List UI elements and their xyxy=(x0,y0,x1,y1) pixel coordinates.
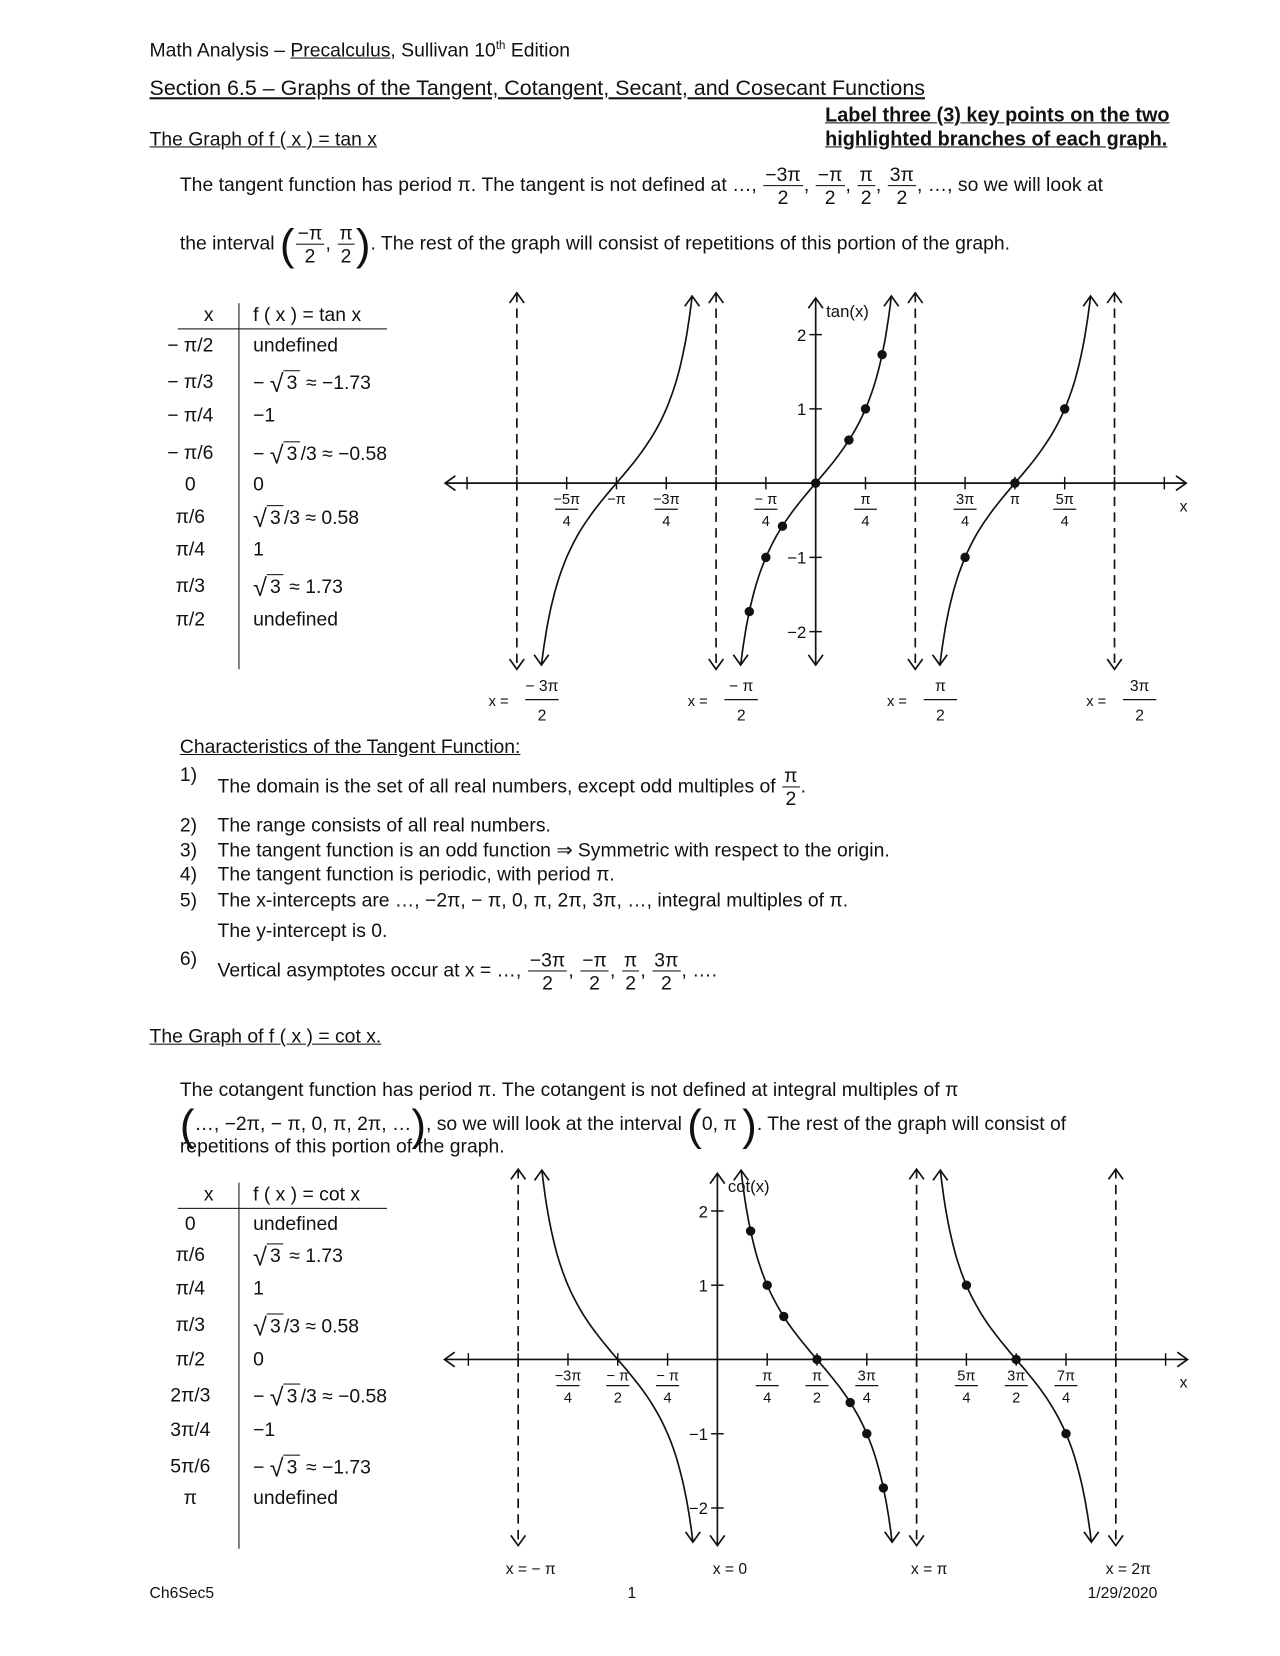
text-run: The tangent function is an odd function ⇒ Symmetric with respect to the origin. xyxy=(217,838,890,861)
fraction-denominator: 2 xyxy=(896,186,908,209)
x-tick-label-denominator: 4 xyxy=(1061,1390,1071,1407)
asymptote-label-denominator: 2 xyxy=(1135,707,1144,725)
x-tick-label-numerator: π xyxy=(762,1368,773,1385)
sqrt-icon: √ xyxy=(253,1243,267,1272)
cell-x: π/3 xyxy=(175,1313,206,1336)
value-suffix: ≈ 1.73 xyxy=(283,575,343,598)
text-run: . xyxy=(800,774,807,797)
text-run: The domain is the set of all real numbers, except odd multiples of xyxy=(217,774,782,797)
asymptote-label-prefix: x = xyxy=(488,693,509,710)
cot-heading: The Graph of f ( x ) = cot x. xyxy=(149,1024,382,1047)
x-tick-label-denominator: 4 xyxy=(861,514,870,531)
cell-x: π/4 xyxy=(175,537,206,560)
fraction-numerator: 3π xyxy=(888,164,916,186)
key-point xyxy=(960,553,969,562)
key-point xyxy=(811,478,820,487)
fraction-denominator: 2 xyxy=(860,186,872,209)
asymptote-label: x = π xyxy=(910,1560,948,1578)
big-paren: ) xyxy=(355,219,371,269)
text-run: The cotangent function has period π. The cotangent is not defined at integral multiples of π xyxy=(179,1078,959,1101)
asymptote-label-prefix: x = xyxy=(1086,693,1107,710)
fraction-numerator: −π xyxy=(816,164,845,186)
x-tick-label-numerator: 7π xyxy=(1056,1368,1076,1385)
asymptote-label-prefix: x = xyxy=(687,693,708,710)
fraction-numerator: 3π xyxy=(652,950,680,972)
edition: , Sullivan 10 xyxy=(390,38,496,61)
cell-x: − π/2 xyxy=(167,333,214,356)
value-prefix: 1 xyxy=(253,1276,264,1299)
text-run: , xyxy=(875,173,887,196)
radicand: 3 xyxy=(267,1313,284,1336)
text-run: The x-intercepts are …, −2π, − π, 0, π, 2π, 3π, …, integral multiples of π. xyxy=(217,888,849,911)
item-number: 4) xyxy=(179,862,198,885)
x-tick-label-numerator: 3π xyxy=(857,1368,876,1385)
instruction-line-2: highlighted branches of each graph. xyxy=(825,128,1168,151)
value-prefix: −1 xyxy=(253,1418,276,1440)
cell-x: − π/4 xyxy=(167,403,214,426)
x-tick-label-denominator: 4 xyxy=(961,514,970,531)
y-tick-label: −1 xyxy=(787,548,807,568)
radicand: 3 xyxy=(284,1384,301,1407)
value-suffix: ≈ 1.73 xyxy=(283,1244,343,1267)
big-paren: ( xyxy=(179,1100,195,1150)
text-run: , …. xyxy=(681,958,718,981)
x-tick-label-denominator: 4 xyxy=(662,514,671,531)
text-run: …, −2π, − π, 0, π, 2π, … xyxy=(194,1112,412,1135)
text-run: . The rest of the graph will consist of xyxy=(756,1112,1067,1135)
sqrt-icon: √ xyxy=(253,505,267,534)
table-header-x: x xyxy=(203,303,214,326)
key-point xyxy=(1012,1355,1021,1364)
value-suffix: /3 ≈ −0.58 xyxy=(300,442,388,465)
tan-characteristics-title: Characteristics of the Tangent Function: xyxy=(179,735,521,758)
table-header-fx: f ( x ) = cot x xyxy=(253,1182,361,1205)
text-run: Vertical asymptotes occur at x = …, xyxy=(217,958,527,981)
value-prefix: undefined xyxy=(253,607,339,630)
edition-sup: th xyxy=(495,39,506,53)
fraction-denominator: 2 xyxy=(340,245,352,268)
x-tick-label: −π xyxy=(607,492,626,509)
sqrt-icon: √ xyxy=(269,1383,284,1412)
sqrt-icon: √ xyxy=(253,1313,267,1342)
asymptote-label-numerator: 3π xyxy=(1129,678,1150,696)
key-point xyxy=(1010,478,1019,487)
asymptote-label-prefix: x = xyxy=(887,693,907,710)
cell-x: 3π/4 xyxy=(170,1418,211,1440)
text-run: , xyxy=(803,173,815,196)
x-axis-label: x xyxy=(1179,498,1188,516)
x-tick-label-denominator: 4 xyxy=(562,514,571,531)
x-tick-label-denominator: 4 xyxy=(962,1390,971,1407)
radicand: 3 xyxy=(267,574,284,597)
sqrt-icon: √ xyxy=(269,370,284,399)
x-tick-label-numerator: − π xyxy=(754,492,778,509)
key-point xyxy=(861,404,870,413)
y-tick-label: −2 xyxy=(787,622,807,642)
radicand: 3 xyxy=(267,505,284,528)
x-tick-label-denominator: 2 xyxy=(613,1390,622,1407)
big-paren: ( xyxy=(687,1100,702,1150)
table-header-fx: f ( x ) = tan x xyxy=(253,303,362,326)
x-tick-label-denominator: 4 xyxy=(763,1390,772,1407)
big-paren: ( xyxy=(279,219,295,269)
value-prefix: −1 xyxy=(253,403,276,426)
asymptote-label: x = 2π xyxy=(1105,1560,1151,1578)
radicand: 3 xyxy=(284,370,301,393)
radicand: 3 xyxy=(267,1243,284,1266)
asymptote-label-numerator: − 3π xyxy=(525,678,559,696)
text-run: The tangent function is periodic, with period π. xyxy=(217,862,615,885)
text-run: 0, π xyxy=(701,1112,743,1135)
asymptote-label: x = − π xyxy=(505,1560,556,1578)
text-run: repetitions of this portion of the graph. xyxy=(179,1134,505,1157)
fraction-numerator: π xyxy=(622,950,640,972)
value-prefix: − xyxy=(253,1455,270,1478)
text-run: The tangent function has period π. The tangent is not defined at …, xyxy=(179,173,763,196)
asymptote-label-numerator: π xyxy=(934,678,946,696)
tan-graph xyxy=(445,293,1187,725)
radicand: 3 xyxy=(284,1455,301,1478)
fraction-denominator: 2 xyxy=(625,971,636,994)
fraction-numerator: −π xyxy=(580,950,609,972)
sqrt-icon: √ xyxy=(269,1454,284,1483)
x-tick-label-denominator: 4 xyxy=(563,1390,573,1407)
y-tick-label: −2 xyxy=(688,1499,708,1519)
text-run: , xyxy=(568,958,580,981)
cell-x: 2π/3 xyxy=(170,1383,211,1406)
key-point xyxy=(778,521,787,530)
text-run: The y-intercept is 0. xyxy=(217,919,388,942)
fraction-numerator: π xyxy=(857,164,875,186)
sqrt-icon: √ xyxy=(253,574,267,603)
key-point xyxy=(862,1429,871,1438)
table-header-x: x xyxy=(203,1182,214,1205)
page-number: 1 xyxy=(627,1584,637,1603)
cell-x: 0 xyxy=(184,1212,196,1234)
fraction-denominator: 2 xyxy=(785,787,797,810)
instruction-line-1: Label three (3) key points on the two xyxy=(825,104,1170,127)
sqrt-icon: √ xyxy=(269,441,284,470)
key-point xyxy=(879,1483,888,1492)
y-tick-label: 2 xyxy=(796,325,807,345)
cell-x: − π/3 xyxy=(167,370,214,393)
cell-x: π xyxy=(183,1486,197,1508)
value-suffix: ≈ −1.73 xyxy=(300,1455,371,1478)
x-tick-label-denominator: 2 xyxy=(1012,1390,1021,1407)
value-prefix: undefined xyxy=(253,333,339,356)
asymptote-label-numerator: − π xyxy=(729,678,754,696)
x-tick-label-numerator: 3π xyxy=(955,492,975,509)
x-tick-label-numerator: 5π xyxy=(1055,492,1074,509)
y-tick-label: −1 xyxy=(688,1424,708,1444)
section-title: Section 6.5 – Graphs of the Tangent, Cotangent, Secant, and Cosecant Functions xyxy=(149,76,925,101)
big-paren: ) xyxy=(411,1100,426,1150)
text-run: the interval xyxy=(179,231,280,254)
fraction-denominator: 2 xyxy=(777,186,789,209)
text-run: , xyxy=(640,958,652,981)
key-point xyxy=(844,435,853,444)
text-run: , xyxy=(845,173,857,196)
course-name: Math Analysis – xyxy=(149,38,291,61)
value-prefix: − xyxy=(253,1384,270,1407)
text-run: The range consists of all real numbers. xyxy=(217,813,551,836)
x-tick-label-numerator: −3π xyxy=(652,492,680,509)
cell-x: − π/6 xyxy=(167,441,214,464)
text-run: . The rest of the graph will consist of repetitions of this portion of the graph. xyxy=(370,231,1010,254)
cell-x: π/4 xyxy=(175,1276,206,1299)
fraction-denominator: 2 xyxy=(660,971,672,994)
value-suffix: ≈ −1.73 xyxy=(300,371,371,394)
x-tick-label-numerator: 3π xyxy=(1007,1368,1026,1385)
cell-x: π/2 xyxy=(175,1347,206,1370)
footer-date: 1/29/2020 xyxy=(1087,1584,1158,1603)
x-axis-label: x xyxy=(1179,1374,1188,1392)
fraction-denominator: 2 xyxy=(542,971,553,994)
asymptote-label-denominator: 2 xyxy=(936,707,945,725)
radicand: 3 xyxy=(284,441,301,464)
asymptote-label-denominator: 2 xyxy=(736,707,746,725)
x-tick-label-denominator: 4 xyxy=(1060,514,1069,531)
item-number: 2) xyxy=(179,813,198,836)
fraction-numerator: π xyxy=(337,223,355,245)
big-paren: ) xyxy=(742,1100,757,1150)
text-run: , xyxy=(610,958,621,981)
cot-graph xyxy=(444,1169,1187,1578)
key-point xyxy=(812,1355,821,1364)
value-suffix: /3 ≈ −0.58 xyxy=(300,1384,388,1407)
item-number: 1) xyxy=(179,763,198,786)
footer-left: Ch6Sec5 xyxy=(149,1584,215,1603)
value-prefix: 0 xyxy=(253,472,264,495)
x-tick-label-numerator: − π xyxy=(656,1368,679,1385)
x-tick-label-denominator: 4 xyxy=(761,514,770,531)
value-prefix: − xyxy=(253,442,270,465)
x-tick-label-numerator: −3π xyxy=(554,1368,582,1385)
x-tick-label-numerator: −5π xyxy=(553,492,581,509)
x-tick-label: π xyxy=(1009,492,1020,509)
x-tick-label-denominator: 4 xyxy=(862,1390,871,1407)
key-point xyxy=(762,1281,771,1290)
edition-end: Edition xyxy=(505,38,570,61)
value-suffix: /3 ≈ 0.58 xyxy=(283,506,360,529)
fraction-numerator: −3π xyxy=(763,164,803,186)
x-tick-label-numerator: − π xyxy=(606,1368,630,1385)
fraction-denominator: 2 xyxy=(304,245,316,268)
key-point xyxy=(1060,404,1069,413)
cell-x: π/6 xyxy=(175,1243,206,1266)
x-tick-label-numerator: π xyxy=(811,1368,823,1385)
y-axis-label: cot(x) xyxy=(727,1177,770,1197)
item-number: 3) xyxy=(179,838,198,861)
x-tick-label-denominator: 4 xyxy=(663,1390,672,1407)
asymptote-label-denominator: 2 xyxy=(537,707,547,725)
value-prefix: 1 xyxy=(253,537,264,560)
cell-x: 0 xyxy=(184,472,196,495)
tan-heading: The Graph of f ( x ) = tan x xyxy=(149,127,377,150)
fraction-denominator: 2 xyxy=(824,186,836,209)
key-point xyxy=(746,1226,755,1235)
x-tick-label-numerator: 5π xyxy=(957,1368,976,1385)
book-title: Precalculus xyxy=(290,38,391,61)
asymptote-label: x = 0 xyxy=(712,1560,748,1578)
cell-x: π/6 xyxy=(175,505,206,528)
y-tick-label: 1 xyxy=(698,1276,708,1296)
value-prefix: undefined xyxy=(253,1486,339,1508)
key-point xyxy=(845,1398,854,1407)
item-number: 6) xyxy=(179,947,198,970)
x-tick-label-denominator: 2 xyxy=(812,1390,822,1407)
x-tick-label-numerator: π xyxy=(860,492,871,509)
text-run: , xyxy=(325,231,337,254)
fraction-numerator: π xyxy=(782,765,800,787)
key-point xyxy=(761,553,770,562)
y-axis-label: tan(x) xyxy=(826,301,869,321)
item-number: 5) xyxy=(179,888,198,911)
cell-x: π/2 xyxy=(175,607,206,630)
y-tick-label: 2 xyxy=(698,1202,708,1222)
fraction-numerator: −π xyxy=(296,223,325,245)
key-point xyxy=(1061,1429,1070,1438)
value-prefix: 0 xyxy=(253,1347,264,1370)
fraction-numerator: −3π xyxy=(528,950,568,972)
value-suffix: /3 ≈ 0.58 xyxy=(283,1314,360,1337)
y-tick-label: 1 xyxy=(796,400,807,420)
cell-x: 5π/6 xyxy=(170,1454,211,1477)
text-run: , so we will look at the interval xyxy=(425,1112,688,1135)
key-point xyxy=(779,1312,788,1321)
fraction-denominator: 2 xyxy=(589,971,600,994)
value-prefix: − xyxy=(253,371,270,394)
key-point xyxy=(877,350,886,359)
value-prefix: undefined xyxy=(253,1212,339,1234)
text-run: , …, so we will look at xyxy=(917,173,1104,196)
key-point xyxy=(962,1281,971,1290)
key-point xyxy=(745,607,754,616)
cell-x: π/3 xyxy=(175,574,206,597)
